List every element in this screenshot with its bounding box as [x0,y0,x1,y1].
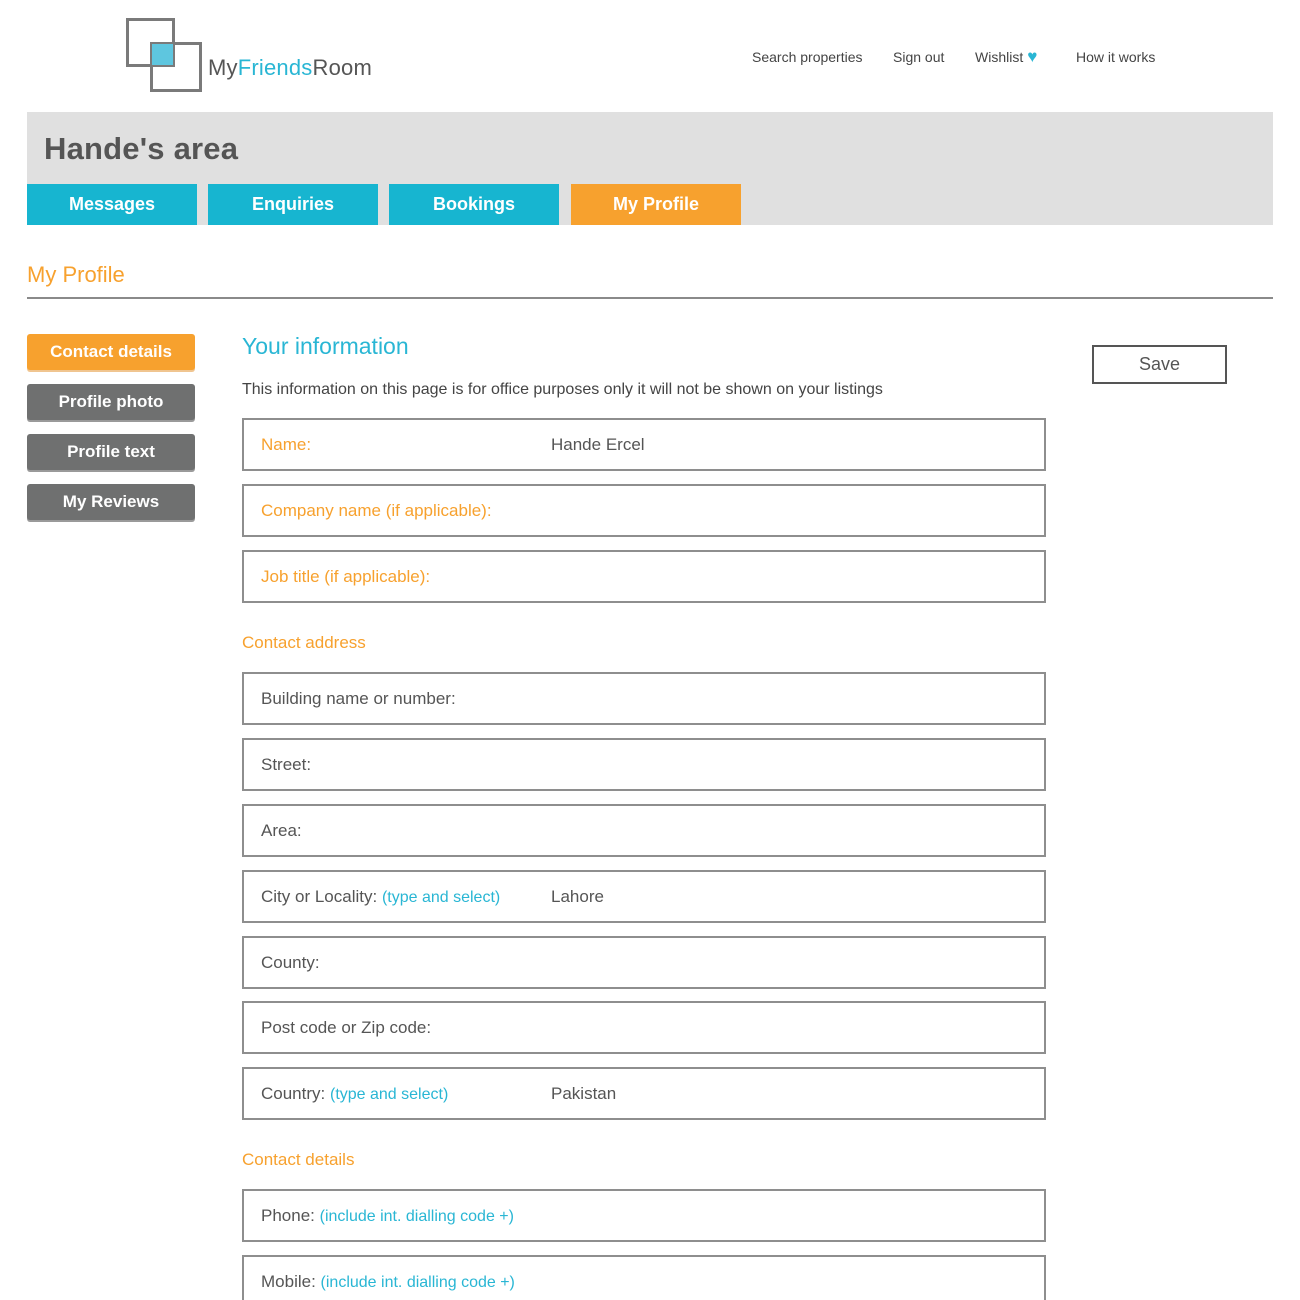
nav-search-properties[interactable]: Search properties [752,49,863,65]
info-title: Your information [242,333,409,359]
mobile-label-text: Mobile: [261,1272,316,1291]
brand-my: My [208,55,238,80]
postcode-label: Post code or Zip code: [261,1018,432,1037]
area-field[interactable] [242,804,1046,857]
page-title: Hande's area [44,131,239,166]
city-field[interactable] [242,870,1046,923]
contact-details-heading: Contact details [242,1150,355,1169]
county-field[interactable] [242,936,1046,989]
sidebar-item-profile-text[interactable]: Profile text [27,434,195,470]
building-field[interactable] [242,672,1046,725]
country-value: Pakistan [551,1084,617,1103]
sidebar-item-my-reviews[interactable]: My Reviews [27,484,195,520]
nav-how-it-works[interactable]: How it works [1076,49,1156,65]
tab-my-profile[interactable]: My Profile [571,184,741,225]
tab-bookings[interactable]: Bookings [389,184,559,225]
nav-wishlist[interactable] [975,49,1037,65]
brand-name [208,55,372,81]
info-description: This information on this page is for office purposes only it will not be shown on your listings [242,381,883,398]
county-label: County: [261,953,320,972]
tab-enquiries[interactable]: Enquiries [208,184,378,225]
country-field[interactable] [242,1067,1046,1120]
logo-fill-icon [150,42,175,67]
postcode-field[interactable] [242,1001,1046,1054]
name-label: Name: [261,435,312,454]
brand-room: Room [312,55,372,80]
sidebar-item-contact-details[interactable]: Contact details [27,334,195,370]
contact-address-heading: Contact address [242,633,366,652]
section-title: My Profile [27,262,125,287]
phone-field[interactable] [242,1189,1046,1242]
city-hint: (type and select) [381,889,501,906]
name-field[interactable] [242,418,1046,471]
company-label: Company name (if applicable): [261,501,492,520]
company-field[interactable] [242,484,1046,537]
save-button[interactable]: Save [1092,345,1227,384]
mobile-field[interactable] [242,1255,1046,1300]
name-value: Hande Ercel [551,435,645,454]
country-hint: (type and select) [329,1086,449,1103]
phone-label [261,1206,514,1226]
mobile-label [261,1272,515,1292]
user-area-banner [27,112,1273,225]
country-label-text: Country: [261,1084,326,1103]
street-label: Street: [261,755,312,774]
phone-hint: (include int. dialling code +) [319,1208,514,1225]
phone-label-text: Phone: [261,1206,315,1225]
sidebar-item-profile-photo[interactable]: Profile photo [27,384,195,420]
tab-messages[interactable]: Messages [27,184,197,225]
city-value: Lahore [551,887,604,906]
divider [27,297,1273,299]
brand-logo[interactable] [126,18,396,94]
nav-wishlist-label: Wishlist [975,49,1024,65]
city-label-text: City or Locality: [261,887,378,906]
mobile-hint: (include int. dialling code +) [320,1274,515,1291]
building-label: Building name or number: [261,689,456,708]
area-label: Area: [261,821,302,840]
heart-icon: ♥ [1027,47,1038,66]
city-label [261,887,500,907]
brand-friends: Friends [237,55,313,80]
job-title-label: Job title (if applicable): [261,567,431,586]
job-title-field[interactable] [242,550,1046,603]
country-label [261,1084,448,1104]
street-field[interactable] [242,738,1046,791]
nav-sign-out[interactable]: Sign out [893,49,945,65]
